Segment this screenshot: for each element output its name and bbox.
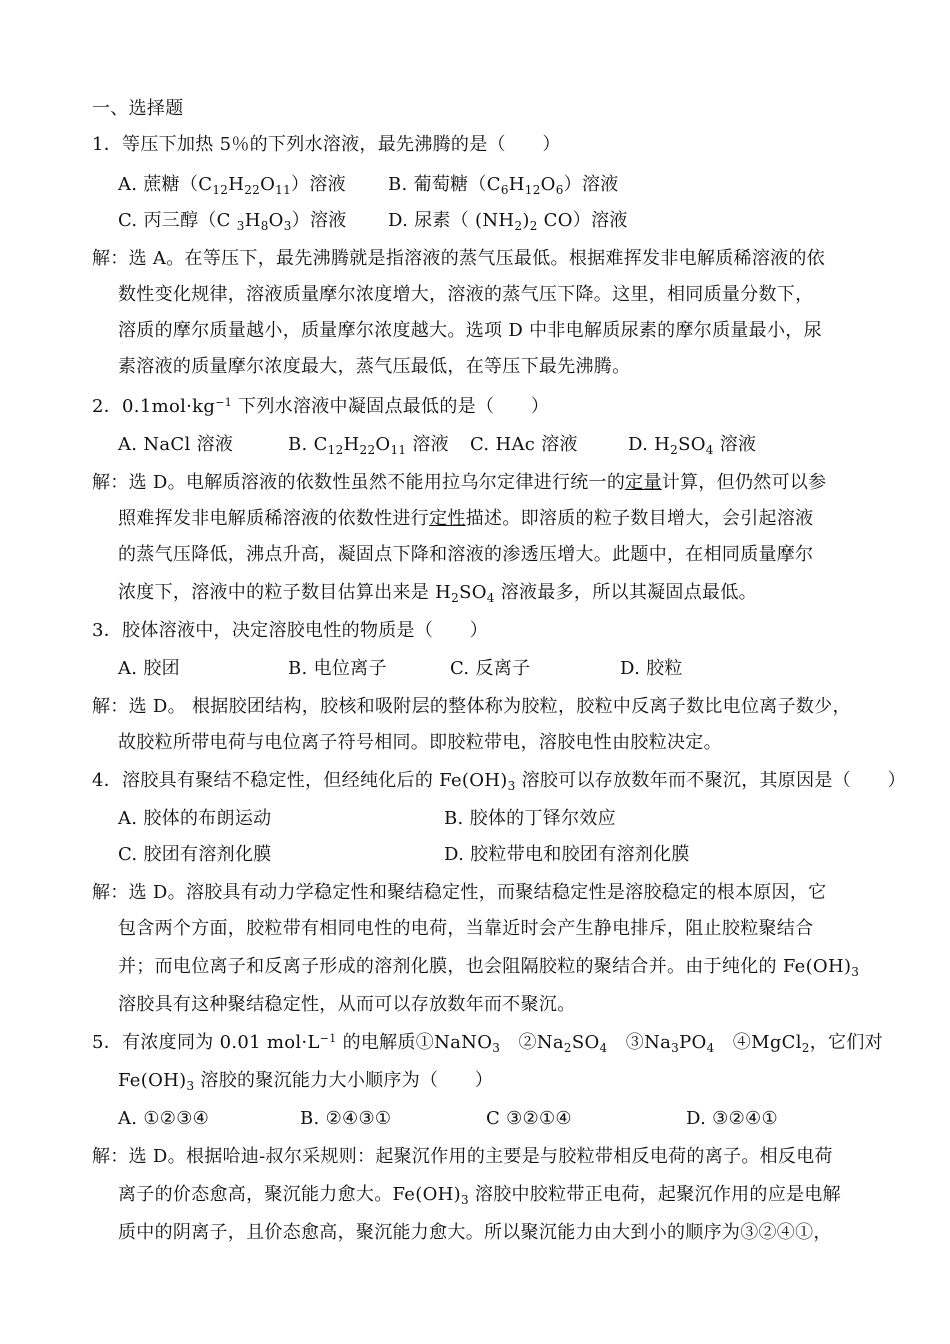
q5-option-c: C ③②①④ [486, 1108, 572, 1129]
q3-option-d: D. 胶粒 [620, 658, 683, 679]
q5-solution-line: 质中的阴离子，且价态愈高，聚沉能力愈大。所以聚沉能力由大到小的顺序为③②④①， [118, 1222, 832, 1243]
q4-solution-line: 溶胶具有这种聚结稳定性，从而可以存放数年而不聚沉。 [118, 994, 576, 1015]
q2-solution-line: 的蒸气压降低，沸点升高，凝固点下降和溶液的渗透压增大。此题中，在相同质量摩尔 [118, 544, 814, 565]
q3-option-a: A. 胶团 [118, 658, 180, 679]
q5-option-d: D. ③②④① [686, 1108, 778, 1129]
q2-solution-line: 浓度下，溶液中的粒子数目估算出来是 $H_2SO_4$ 溶液最多，所以其凝固点最低。 [118, 582, 757, 605]
q1-solution-line: 溶质的摩尔质量越小，质量摩尔浓度越大。选项 D 中非电解质尿素的摩尔质量最小，尿 [118, 320, 822, 341]
question-3-stem: 3．胶体溶液中，决定溶胶电性的物质是（ ） [92, 620, 489, 641]
q3-solution-line: 解：选 D。 根据胶团结构，胶核和吸附层的整体称为胶粒，胶粒中反离子数比电位离子数少， [92, 696, 851, 717]
q1-solution-line: 数性变化规律，溶液质量摩尔浓度增大，溶液的蒸气压下降。这里，相同质量分数下， [118, 284, 814, 305]
section-title: 一、选择题 [92, 98, 184, 119]
question-1-stem: 1．等压下加热 5％的下列水溶液，最先沸腾的是（ ） [92, 134, 561, 155]
q1-option-b: B. 葡萄糖$(C_6H_{12}O_6)$溶液 [388, 174, 619, 197]
q4-option-a: A. 胶体的布朗运动 [118, 808, 272, 829]
question-5-stem: 5．有浓度同为 0.01 $mol\cdot L^{-1}$ 的电解质①NaNO$_3$ $②Na_2SO_4$ $③Na_3PO_4$ ④MgCl$_2$，它们对 [92, 1032, 883, 1055]
q5-solution-line: 解：选 D。根据哈迪-叔尔采规则：起聚沉作用的主要是与胶粒带相反电荷的离子。相反电荷 [92, 1146, 833, 1167]
question-5-stem-cont: $Fe(OH)_3$ 溶胶的聚沉能力大小顺序为（ ） [118, 1070, 494, 1093]
q5-option-a: A. ①②③④ [118, 1108, 210, 1129]
q2-solution-line: 照难挥发非电解质稀溶液的依数性进行定性描述。即溶质的粒子数目增大，会引起溶液 [118, 508, 814, 529]
q4-option-d: D. 胶粒带电和胶团有溶剂化膜 [444, 844, 690, 865]
q2-option-c: C. HAc 溶液 [470, 434, 578, 455]
q1-option-c: C. 丙三醇（C $_3H_8O_3$）溶液 [118, 210, 347, 233]
q4-solution-line: 包含两个方面，胶粒带有相同电性的电荷，当靠近时会产生静电排斥，阻止胶粒聚结合 [118, 918, 814, 939]
q2-solution-line: 解：选 D。电解质溶液的依数性虽然不能用拉乌尔定律进行统一的定量计算，但仍然可以参 [92, 472, 827, 493]
q2-option-d: D. $H_2SO_4$ 溶液 [628, 434, 757, 457]
q1-option-a: A. 蔗糖$(C_{12}H_{22}O_{11})$溶液 [118, 174, 346, 197]
q4-solution-line: 并；而电位离子和反离子形成的溶剂化膜，也会阻隔胶粒的聚结合并。由于纯化的 $Fe(OH)_3$ [118, 956, 860, 979]
q1-solution-line: 解：选 A。在等压下，最先沸腾就是指溶液的蒸气压最低。根据难挥发非电解质稀溶液的依 [92, 248, 826, 269]
q3-option-b: B. 电位离子 [288, 658, 387, 679]
q2-option-b: B. $C_{12}H_{22}O_{11}$ 溶液 [288, 434, 449, 457]
q5-option-b: B. ②④③① [300, 1108, 392, 1129]
q2-option-a: A. NaCl 溶液 [118, 434, 234, 455]
q1-option-d: D. 尿素（ $(NH_2)_2$ CO）溶液 [388, 210, 628, 233]
q3-solution-line: 故胶粒所带电荷与电位离子符号相同。即胶粒带电，溶胶电性由胶粒决定。 [118, 732, 722, 753]
q1-solution-line: 素溶液的质量摩尔浓度最大，蒸气压最低，在等压下最先沸腾。 [118, 356, 631, 377]
question-4-stem: 4．溶胶具有聚结不稳定性，但经纯化后的 $Fe(OH)_3$ 溶胶可以存放数年而不聚沉，其原因是（ ） [92, 770, 906, 793]
q4-solution-line: 解：选 D。溶胶具有动力学稳定性和聚结稳定性，而聚结稳定性是溶胶稳定的根本原因，它 [92, 882, 827, 903]
question-2-stem: 2．$0.1mol\cdot kg^{-1}$ 下列水溶液中凝固点最低的是（ ） [92, 396, 550, 417]
q4-option-c: C. 胶团有溶剂化膜 [118, 844, 272, 865]
q3-option-c: C. 反离子 [450, 658, 531, 679]
q5-solution-line: 离子的价态愈高，聚沉能力愈大。$Fe(OH)_3$ 溶胶中胶粒带正电荷，起聚沉作用的应是电解 [118, 1184, 841, 1207]
q4-option-b: B. 胶体的丁铎尔效应 [444, 808, 616, 829]
